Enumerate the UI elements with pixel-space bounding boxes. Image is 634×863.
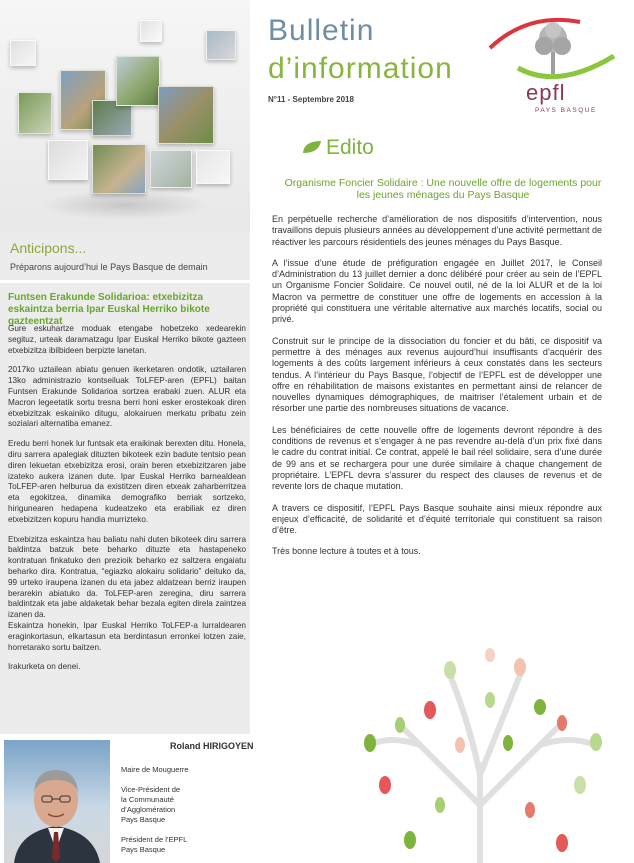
cube-blank	[48, 140, 88, 180]
edito-paragraph: Les bénéficiaires de cette nouvelle offre de logements devront répondre à des conditions de revenus et s’engager à ne pas revendre au-delà d’un prix fixé dans le cadre du contrat initial. Ce contrat, appelé le bail réel solidaire, sera d’une durée de 99 ans et se rechargera pour une durée similaire à chaque changement de propriétaire. L’EPFL devra s’assurer du respect des clauses de revenus et de revente lors de chaque mutation.	[272, 424, 602, 492]
edito-paragraph: En perpétuelle recherche d’amélioration de nos dispositifs d’intervention, nous travaillons depuis plusieurs années au développement d’une activité permettant de réactiver les parcours résidentiels des jeunes ménages du Pays Basque.	[272, 214, 602, 247]
basque-paragraph: 2017ko uztailean abiatu genuen ikerketaren ondotik, uztailaren 13ko administrazio kontseiluak ToLFEP-aren (EPFL) baitan Funtsen Erakunde Solidarioa sortzea erabaki zuen. ALUR eta Macron legeetatik sortu tresna berri honi esker erostekoak diren etxebizitzak eskainiko ditugu, alokairuen merkatu pribatu zein sozialari alternatiba emanez.	[8, 365, 246, 429]
decorative-tree	[330, 615, 634, 863]
edito-paragraph: Construit sur le principe de la dissociation du foncier et du bâti, ce dispositif va permettre à des ménages aux revenus aujourd’hui insuffisants d’acquérir des logements à des coûts largement inférieurs à ceux constatés dans les secteurs tendus. A l’intérieur du Pays Basque, l’objectif de l’EPFL est de développer une offre en réhabilitation de maisons existantes en permettant ainsi de relancer de nouvelles dynamiques démographiques, de maitriser l’étalement urbain et de résorber une partie des nombreuses situations de vacance.	[272, 335, 602, 414]
signatory-role: la Communauté	[121, 795, 174, 804]
signatory-role: d’Agglomération	[121, 805, 176, 814]
edito-label: Edito	[326, 136, 374, 159]
signatory-role: Pays Basque	[121, 845, 166, 854]
logo-subtitle: PAYS BASQUE	[535, 107, 597, 114]
anticipons-title: Anticipons...	[10, 240, 87, 256]
basque-article-body	[8, 324, 246, 682]
edito-body	[272, 214, 602, 568]
edito-paragraph: A travers ce dispositif, l’EPFL Pays Basque souhaite ainsi mieux répondre aux enjeux d’efficacité, de solidarité et d’équité territoriale qui constituent sa raison d’être.	[272, 502, 602, 536]
bulletin-title: Bulletin	[268, 14, 375, 47]
anticipons-subtitle: Préparons aujourd’hui le Pays Basque de demain	[10, 262, 208, 272]
cube-blank	[196, 150, 230, 184]
basque-paragraph: Etxebizitza eskaintza hau baliatu nahi duten bikoteek diru sarrera baldintza batzuk bete beharko dituzte eta hastapeneko kontratuan finkatuko den prezioik beharko ez saltzera engaiatu beharko dira. Kontratua, “egiazko alokairu solidario” deituko da, 99 urteko iraupena izanen du eta jabez aldatzean berriz iraupen berarekin abiatuko da. ToLFEP-aren zeregina, diru sarrera baldintzak eta jabe aldaketak behar bezala egiten direla zaintzea izanen da. Eskaintza honekin, Ipar Euskal Herriko ToLFEP-a lurraldearen eraginkortasun, elkartasun eta berdintasun erronkei lotzen zaie, horretarako sortu baitzen.	[8, 534, 246, 652]
information-title: d’information	[268, 52, 453, 85]
cube-photo	[116, 56, 160, 106]
leaf-icon	[302, 140, 322, 154]
signatory-name: Roland HIRIGOYEN	[170, 741, 254, 751]
cube-photo	[158, 86, 214, 144]
basque-paragraph: Gure eskuhartze moduak etengabe hobetzeko xedearekin segituz, urteak daramatzagu Ipar Euskal Herriko bikote gazteen etxebizitza ibilbideen berpizte lanetan.	[8, 324, 246, 355]
cube-photo	[92, 144, 146, 194]
hero-shadow	[40, 190, 210, 220]
basque-article-title: Funtsen Erakunde Solidarioa: etxebizitza eskaintza berria Ipar Euskal Herriko bikote gazteentzat	[8, 292, 210, 327]
cube-blank	[10, 40, 36, 66]
issue-number: N°11 - Septembre 2018	[268, 95, 354, 104]
divider	[0, 280, 250, 283]
portrait-photo	[4, 740, 110, 863]
cube-photo	[206, 30, 236, 60]
edito-subtitle: Organisme Foncier Solidaire : Une nouvelle offre de logements pour les jeunes ménages du Pays Basque	[284, 177, 602, 201]
logo-wordmark: epfl	[526, 80, 566, 105]
hero-cubes-image	[0, 0, 250, 232]
basque-paragraph: Irakurketa on denei.	[8, 662, 81, 672]
signatory-role: Pays Basque	[121, 815, 166, 824]
basque-paragraph: Eredu berri honek lur funtsak eta eraikinak berexten ditu. Honela, diru sarrera apalegiak dituzten bikoteek ezin badute tentsio pean diren lekuetan etxebizitza erosi, orain beren etxebizitzaren jabe izateko aukera izanen dute. Ipar Euskal Herriko barnealdean ToLFEP-aren helburua da existitzen diren etxeak zaharberritzea eta egokitzea, dinamika demografiko berriak sortzeko, hirigunearen hedapena kudeatzeko eta erabiliak ez diren etxebizitzen kopuru handia murrizteko.	[8, 439, 246, 524]
signatory-role: Maire de Mouguerre	[121, 765, 189, 774]
edito-paragraph: Très bonne lecture à toutes et à tous.	[272, 546, 421, 557]
signatory-role: Président de l’EPFL	[121, 835, 188, 844]
cube-blank	[140, 20, 162, 42]
edito-paragraph: A l’issue d’une étude de préfiguration engagée en Juillet 2017, le Conseil d’Administration du 13 juillet dernier a donc délibéré pour créer au sein de l’EPFL un Organisme Foncier Solidaire. Ce nouvel outil, né de la loi ALUR et de la loi Macron va permettre de constituer une offre de logements en accession à la propriété qui constituera une véritable alternative aux marchés locatifs, social ou privé.	[272, 257, 602, 325]
signatory-role: Vice-Président de	[121, 785, 181, 794]
cube-photo	[18, 92, 52, 134]
cube-photo	[150, 150, 192, 188]
